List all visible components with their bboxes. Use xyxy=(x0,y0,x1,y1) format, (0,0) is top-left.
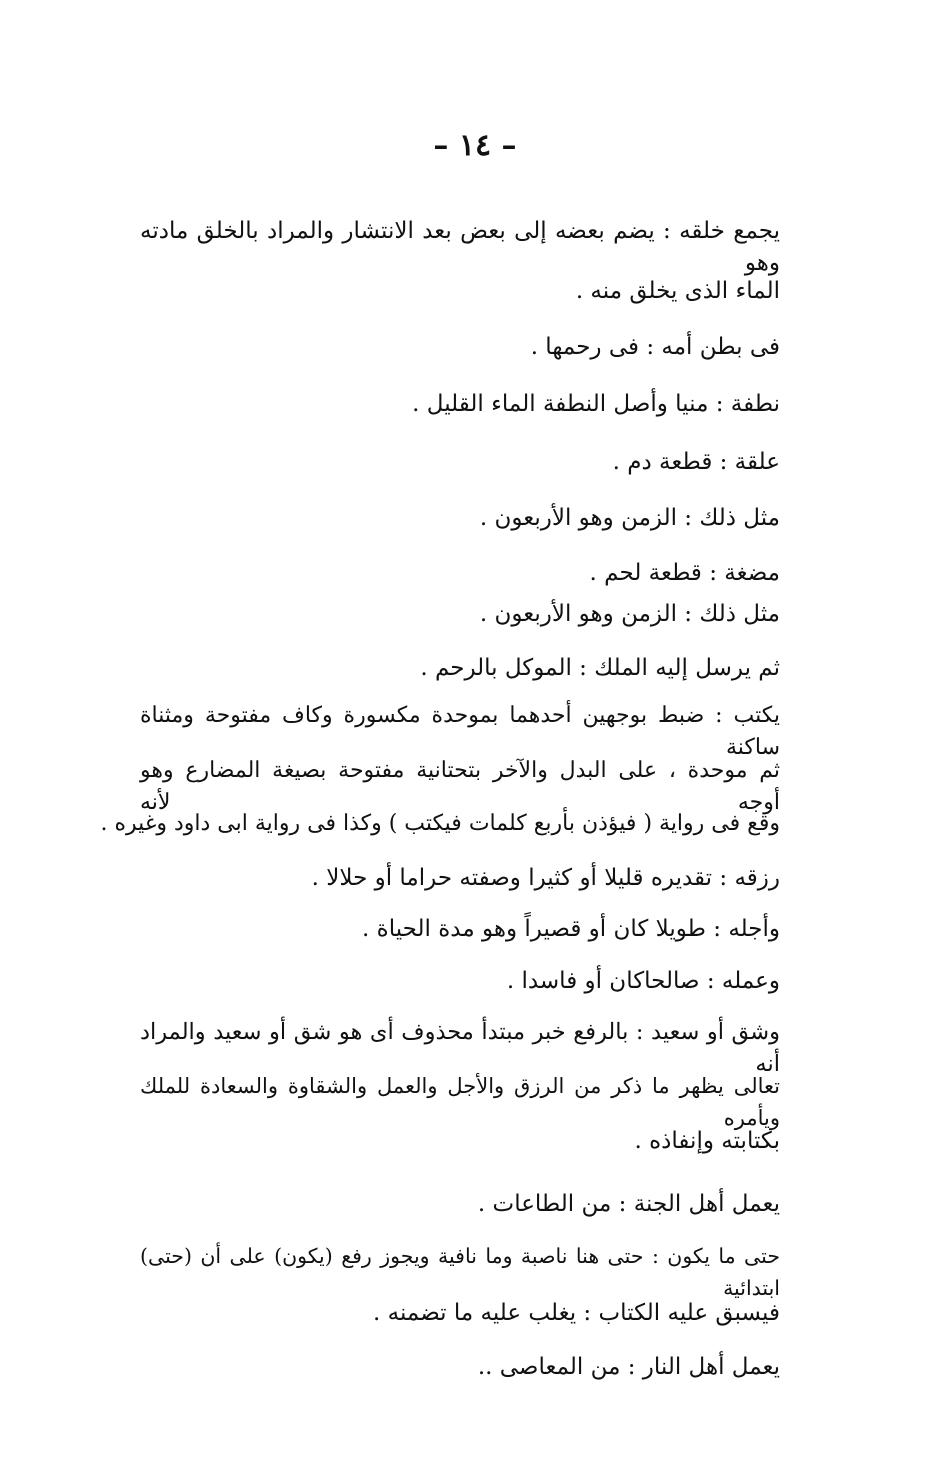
text-line: مثل ذلك : الزمن وهو الأربعون . xyxy=(479,601,780,627)
text-line: يعمل أهل الجنة : من الطاعات . xyxy=(477,1191,780,1217)
page-number: – ١٤ – xyxy=(433,128,517,163)
text-line: بكتابته وإنفاذه . xyxy=(634,1128,780,1154)
text-line: ثم يرسل إليه الملك : الموكل بالرحم . xyxy=(420,655,780,681)
text-line: الماء الذى يخلق منه . xyxy=(575,278,780,304)
text-line: يجمع خلقه : يضم بعضه إلى بعض بعد الانتشار والمراد بالخلق مادته وهو xyxy=(140,218,780,276)
text-line: وعمله : صالحاكان أو فاسدا . xyxy=(506,968,780,994)
text-line: يعمل أهل النار : من المعاصى .. xyxy=(477,1354,780,1380)
text-line: فيسبق عليه الكتاب : يغلب عليه ما تضمنه . xyxy=(373,1300,780,1326)
text-line: حتى ما يكون : حتى هنا ناصبة وما نافية ويجوز رفع (يكون) على أن (حتى) ابتدائية xyxy=(140,1244,780,1300)
text-line: فى بطن أمه : فى رحمها . xyxy=(530,334,780,360)
text-line: وأجله : طويلا كان أو قصيراً وهو مدة الحياة . xyxy=(362,916,780,942)
text-line: علقة : قطعة دم . xyxy=(612,449,780,475)
text-line: يكتب : ضبط بوجهين أحدهما بموحدة مكسورة وكاف مفتوحة ومثناة ساكنة xyxy=(140,703,780,760)
text-line: نطفة : منيا وأصل النطفة الماء القليل . xyxy=(412,391,780,417)
text-line: ثم موحدة ، على البدل والآخر بتحتانية مفتوحة بصيغة المضارع وهو أوجه لأنه xyxy=(140,758,781,815)
text-line: وشق أو سعيد : بالرفع خبر مبتدأ محذوف أى هو شق أو سعيد والمراد أنه xyxy=(140,1019,780,1077)
text-line: مضغة : قطعة لحم . xyxy=(589,560,780,586)
text-line: وقع فى رواية ( فيؤذن بأربع كلمات فيكتب ) وكذا فى رواية ابى داود وغيره . xyxy=(100,811,780,836)
text-line: تعالى يظهر ما ذكر من الرزق والأجل والعمل والشقاوة والسعادة للملك ويأمره xyxy=(140,1074,780,1130)
text-line: مثل ذلك : الزمن وهو الأربعون . xyxy=(479,505,780,531)
text-line: رزقه : تقديره قليلا أو كثيرا وصفته حراما أو حلالا . xyxy=(311,865,780,891)
